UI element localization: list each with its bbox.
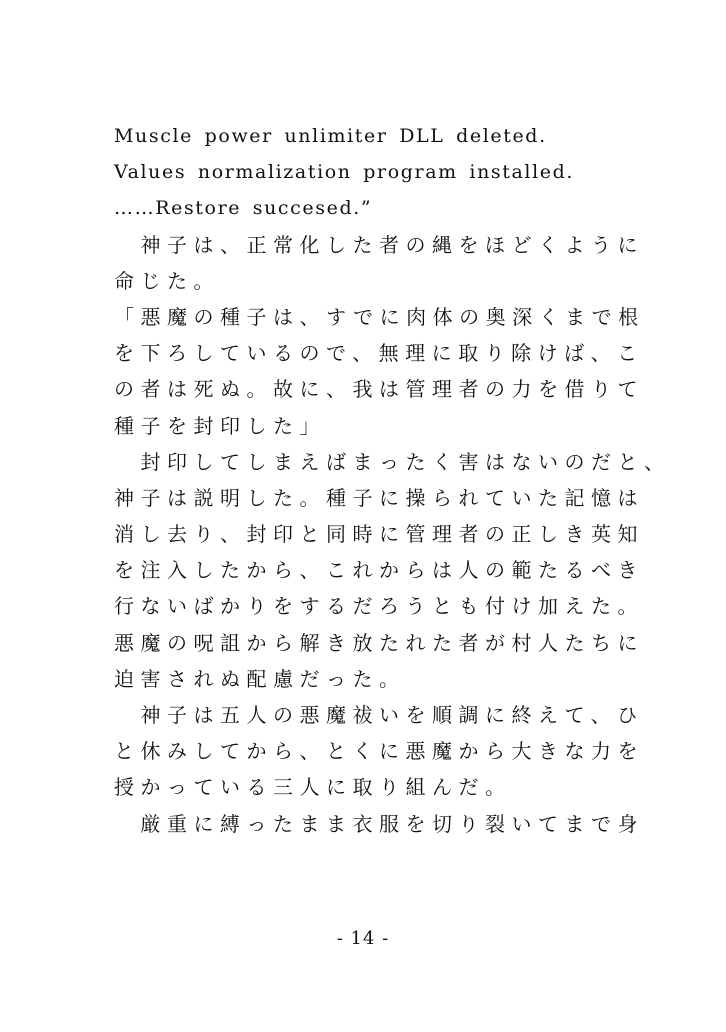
text-line: Values normalization program installed. [114, 161, 575, 184]
text-line: 命じた。 [114, 268, 220, 293]
text-line: 封印してしまえばまったく害はないのだと、 [114, 449, 671, 474]
text-line: 種子を封印した」 [114, 413, 326, 438]
text-line: 行ないばかりをするだろうとも付け加えた。 [114, 594, 644, 619]
body-text [114, 118, 671, 842]
text-line: 神子は、正常化した者の縄をほどくように [114, 232, 644, 257]
text-line: Muscle power unlimiter DLL deleted. [114, 125, 547, 147]
text-line: 悪魔の呪詛から解き放たれた者が村人たちに [114, 630, 644, 655]
text-line: 神子は五人の悪魔祓いを順調に終えて、ひ [114, 703, 644, 727]
text-line: を下ろしているので、無理に取り除けば、こ [114, 341, 644, 366]
text-line: と休みしてから、とくに悪魔から大きな力を [114, 739, 644, 764]
text-line: 厳重に縛ったまま衣服を切り裂いてまで身 [114, 811, 644, 836]
text-line: を注入したから、これからは人の範たるべき [114, 558, 644, 583]
page-number: - 14 - [336, 928, 390, 949]
text-line: 神子は説明した。種子に操られていた記憶は [114, 485, 644, 510]
text-line: 迫害されぬ配慮だった。 [114, 666, 406, 691]
text-line: 消し去り、封印と同時に管理者の正しき英知 [114, 522, 644, 547]
text-line: ……Restore succesed.” [114, 197, 373, 220]
text-line: の者は死ぬ。故に、我は管理者の力を借りて [114, 377, 644, 402]
text-line: 授かっている三人に取り組んだ。 [114, 775, 512, 800]
text-line: 「悪魔の種子は、すでに肉体の奥深くまで根 [114, 304, 645, 329]
